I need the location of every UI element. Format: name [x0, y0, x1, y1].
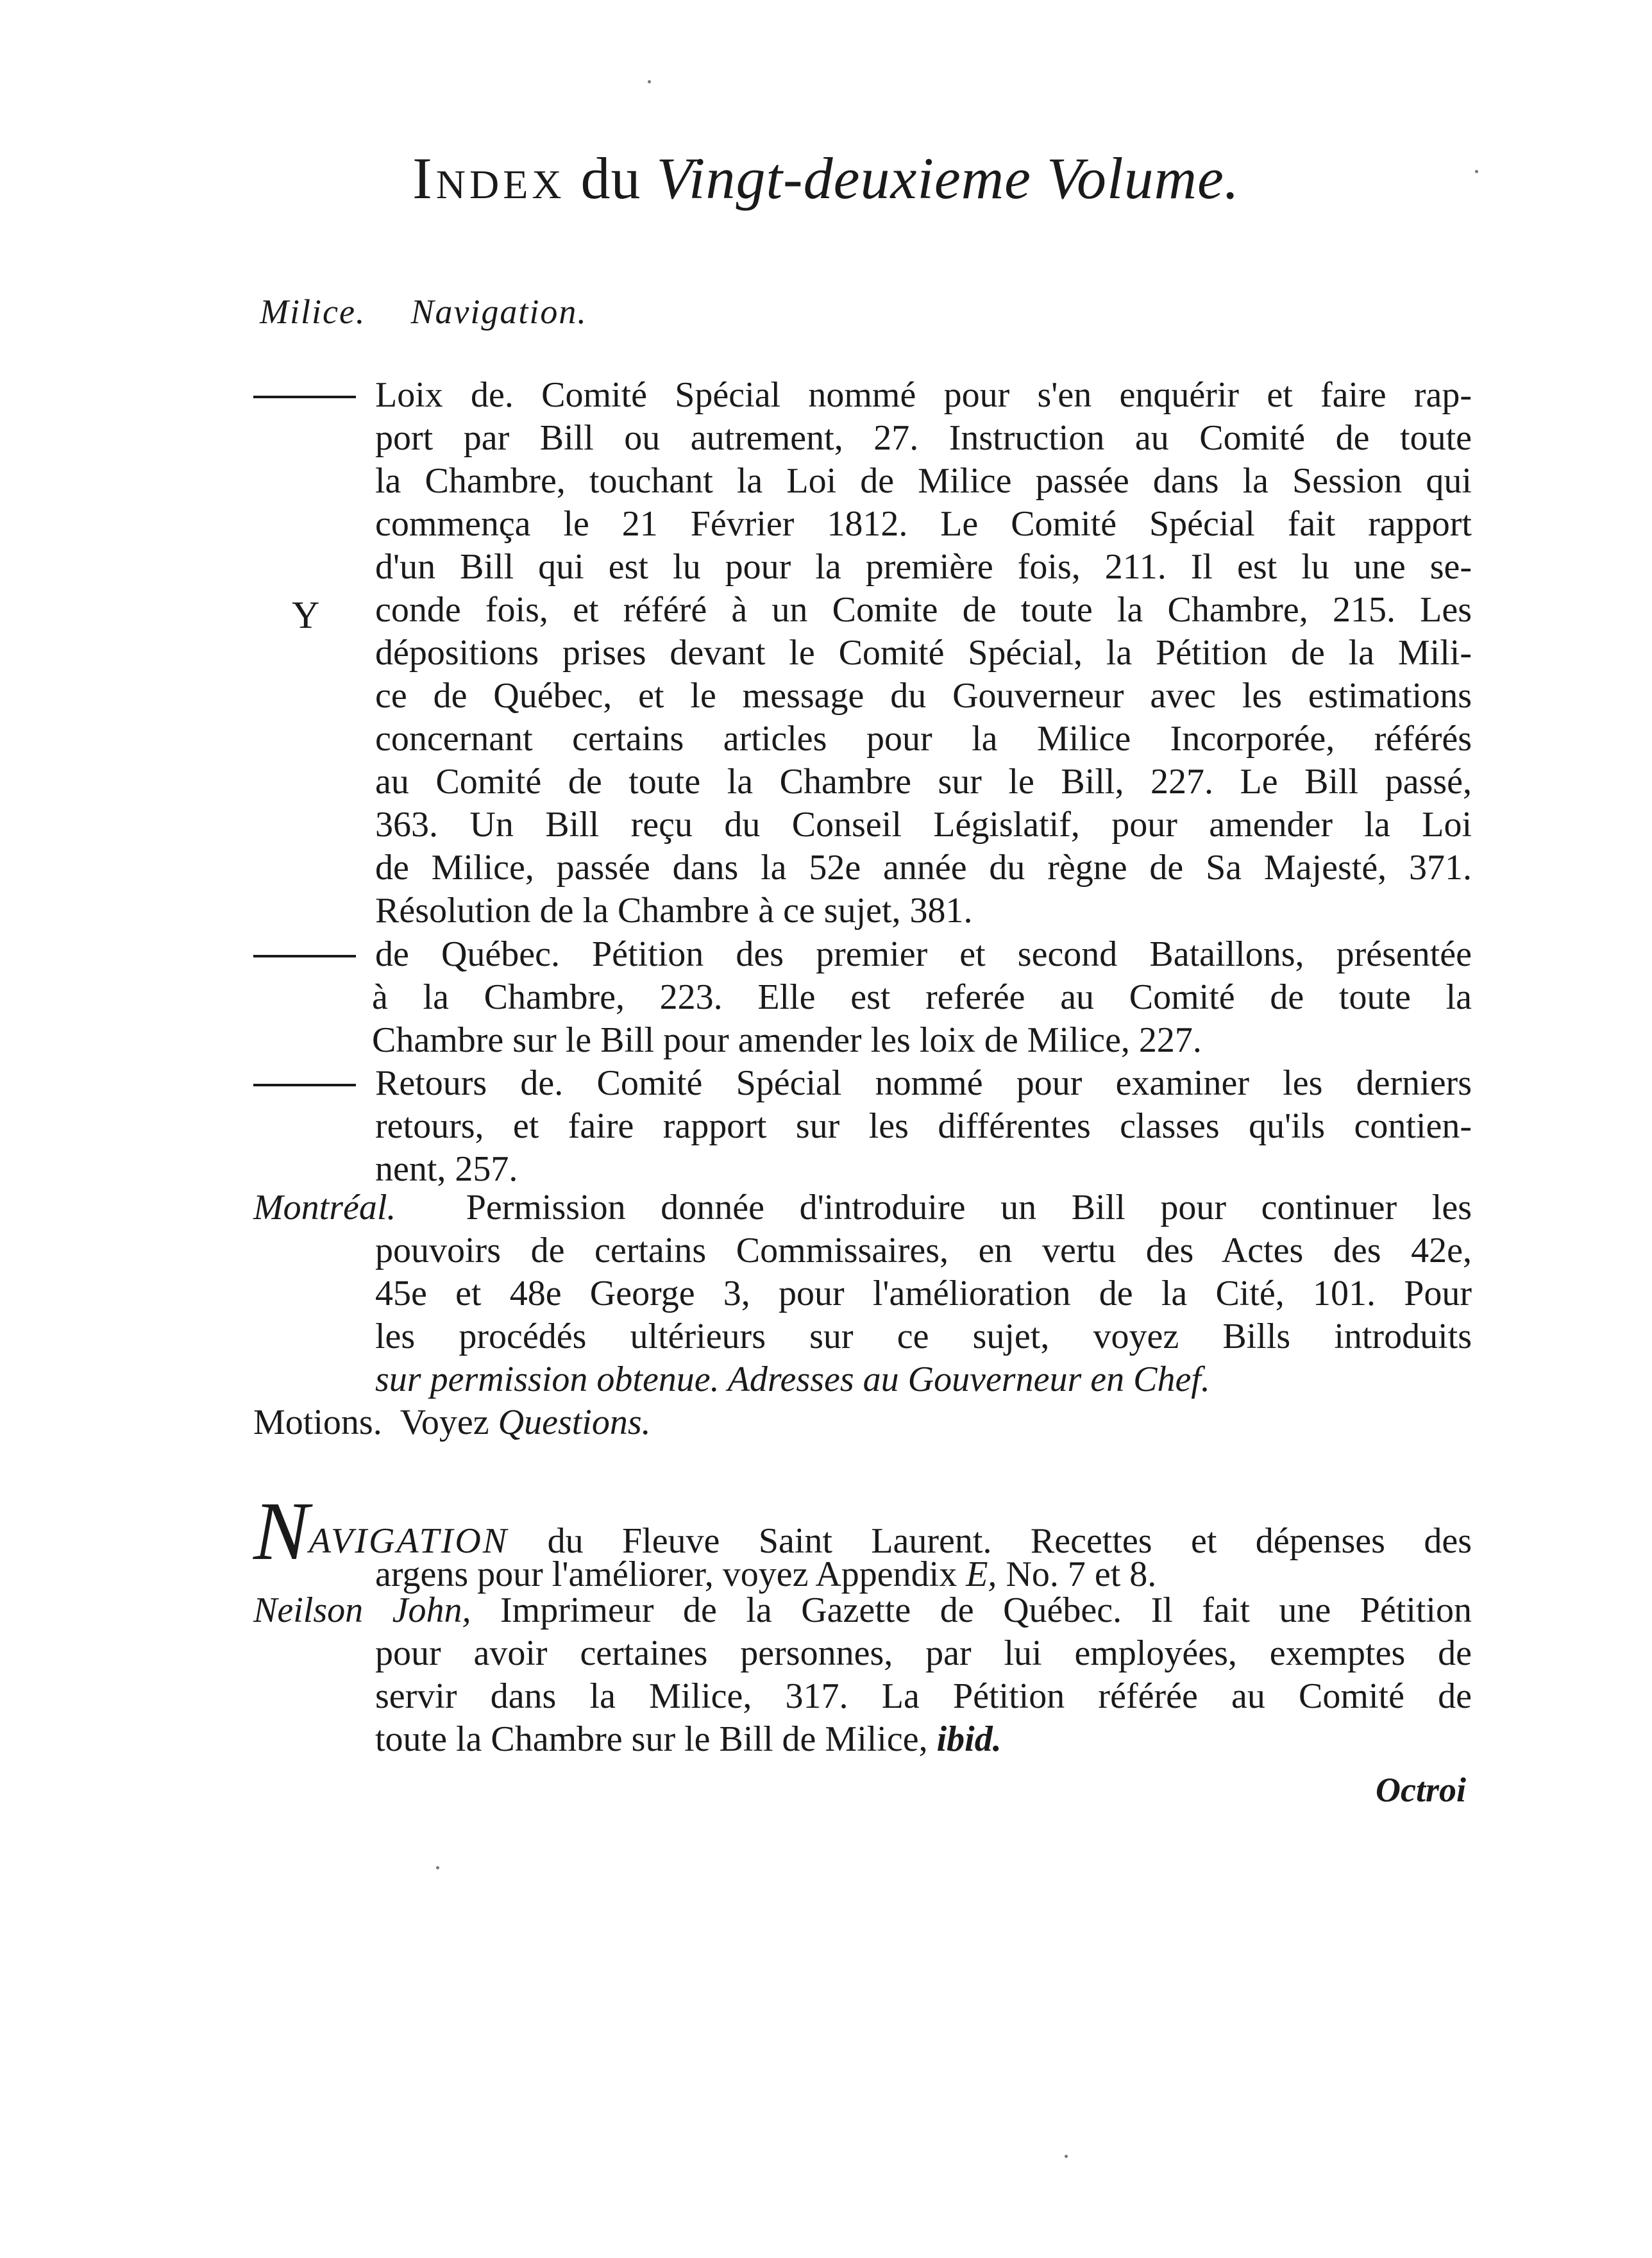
entry-line: Motions. Voyez Questions.: [253, 1403, 651, 1442]
entry-line: de Milice, passée dans la 52e année du règne de Sa Majesté, 371.: [375, 848, 1472, 888]
entry-line: Chambre sur le Bill pour amender les loix de Milice, 227.: [372, 1020, 1202, 1060]
catchword: Octroi: [1376, 1771, 1466, 1809]
cross-reference: Questions.: [498, 1403, 651, 1442]
paper-speck: [648, 80, 651, 83]
margin-mark: Y: [292, 594, 320, 636]
title-du: du: [580, 146, 641, 211]
drop-initial: N: [253, 1485, 309, 1578]
entry-quebec: [253, 933, 1472, 1062]
entry-line: toute la Chambre sur le Bill de Milice, ibid.: [375, 1719, 1002, 1759]
entry-line: nent, 257.: [375, 1149, 518, 1189]
entry-line: les procédés ultérieurs sur ce sujet, voyez Bills introduits: [375, 1317, 1472, 1356]
entry-line: 45e et 48e George 3, pour l'amélioration de la Cité, 101. Pour: [375, 1274, 1472, 1313]
entry-line: 363. Un Bill reçu du Conseil Législatif, pour amender la Loi: [375, 805, 1472, 845]
paper-speck: [1065, 2155, 1068, 2158]
entry-loix: [253, 374, 1472, 932]
entry-line: Retours de. Comité Spécial nommé pour examiner les derniers: [253, 1062, 1472, 1105]
entry-line: dépositions prises devant le Comité Spécial, la Pétition de la Mili-: [375, 633, 1472, 673]
entry-line: sur permission obtenue. Adresses au Gouverneur en Chef.: [375, 1360, 1210, 1399]
entry-line: retours, et faire rapport sur les différentes classes qu'ils contien-: [375, 1106, 1472, 1146]
title-index: Index: [412, 146, 566, 211]
entry-line: à la Chambre, 223. Elle est referée au Comité de toute la: [372, 977, 1472, 1017]
page-title: [0, 144, 1652, 212]
entry-line: servir dans la Milice, 317. La Pétition référée au Comité de: [375, 1676, 1472, 1716]
title-volume: Vingt-deuxieme Volume.: [656, 146, 1240, 211]
entry-line: au Comité de toute la Chambre sur le Bill, 227. Le Bill passé,: [375, 762, 1472, 802]
entry-montreal: [253, 1186, 1472, 1401]
entry-line: pour avoir certaines personnes, par lui employées, exemptes de: [375, 1633, 1472, 1673]
entry-line: d'un Bill qui est lu pour la première fois, 211. Il est lu une se-: [375, 547, 1472, 587]
entry-line: commença le 21 Février 1812. Le Comité Spécial fait rapport: [375, 504, 1472, 544]
entry-line: concernant certains articles pour la Milice Incorporée, référés: [375, 719, 1472, 759]
entry-line: Neilson John, Imprimeur de la Gazette de Québec. Il fait une Pétition: [253, 1590, 1472, 1630]
entry-line: argens pour l'améliorer, voyez Appendix E, No. 7 et 8.: [375, 1554, 1157, 1594]
entry-navigation: [253, 1485, 1472, 1596]
entry-line: Montréal. Permission donnée d'introduire un Bill pour continuer les: [253, 1188, 1472, 1227]
em-dash-rule: [253, 396, 356, 398]
entry-line: ce de Québec, et le message du Gouverneur avec les estimations: [375, 676, 1472, 716]
entry-line: NAVIGATION du Fleuve Saint Laurent. Recettes et dépenses des: [253, 1485, 1472, 1578]
entry-motions: [253, 1401, 1472, 1444]
headword: Neilson John,: [253, 1590, 471, 1630]
entry-line: port par Bill ou autrement, 27. Instruction au Comité de toute: [375, 418, 1472, 458]
entry-line: pouvoirs de certains Commissaires, en vertu des Actes des 42e,: [375, 1231, 1472, 1270]
entry-retours: [253, 1062, 1472, 1191]
headword: Motions.: [253, 1403, 382, 1442]
em-dash-rule: [253, 1084, 356, 1086]
running-head: [260, 292, 587, 332]
em-dash-rule: [253, 955, 356, 957]
entry-line: de Québec. Pétition des premier et second Bataillons, présentée: [253, 933, 1472, 976]
entry-line: Résolution de la Chambre à ce sujet, 381.: [375, 891, 973, 931]
entry-line: la Chambre, touchant la Loi de Milice passée dans la Session qui: [375, 461, 1472, 501]
entry-line: Loix de. Comité Spécial nommé pour s'en enquérir et faire rap-: [253, 374, 1472, 417]
headword: AVIGATION: [308, 1521, 509, 1561]
headword: Montréal.: [253, 1188, 396, 1227]
paper-speck: [1475, 170, 1478, 173]
entry-line: conde fois, et référé à un Comite de toute la Chambre, 215. Les: [375, 590, 1472, 630]
entry-neilson: [253, 1589, 1472, 1761]
running-head-right: Navigation.: [410, 292, 587, 331]
running-head-left: Milice.: [260, 292, 366, 331]
paper-speck: [436, 1866, 439, 1869]
